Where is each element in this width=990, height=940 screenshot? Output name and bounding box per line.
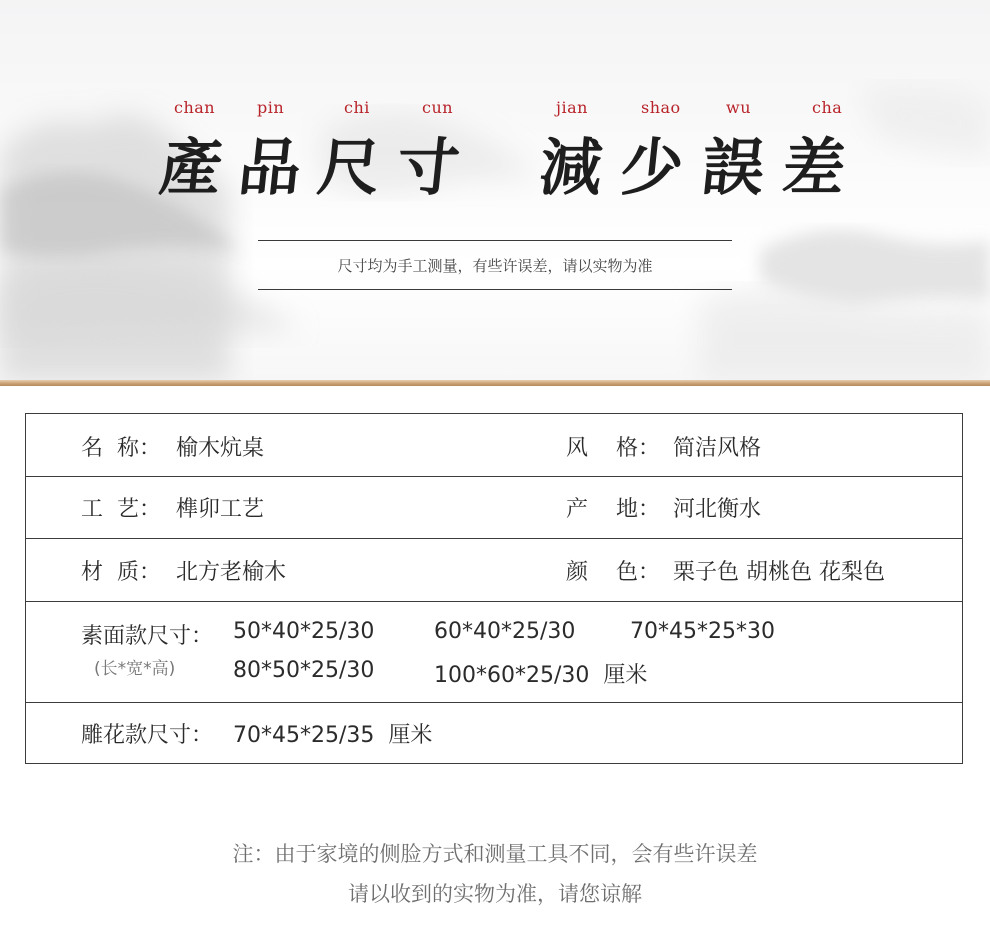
spec-row-carved-size xyxy=(26,703,962,763)
style-label: 风 格： xyxy=(566,436,660,461)
title-char-4: 寸 xyxy=(393,131,463,204)
style-value: 简洁风格 xyxy=(673,436,762,461)
plain-size-label: 素面款尺寸： xyxy=(81,624,214,649)
spec-row-craft-origin xyxy=(26,477,962,539)
material-label: 材 质： xyxy=(81,560,161,585)
pinyin-chi: chi xyxy=(344,98,370,117)
plain-size-1: 50*40*25/30 xyxy=(233,619,375,644)
pinyin-shao: shao xyxy=(641,98,681,117)
carved-size-value: 70*45*25/35 厘米 xyxy=(233,723,433,748)
carved-size-label: 雕花款尺寸： xyxy=(81,723,214,748)
title-char-1: 產 xyxy=(156,131,226,204)
origin-value: 河北衡水 xyxy=(673,497,762,522)
plain-size-4: 80*50*25/30 xyxy=(233,658,375,683)
pinyin-cun: cun xyxy=(422,98,454,117)
title-char-5: 減 xyxy=(536,131,606,204)
title-char-8: 差 xyxy=(779,131,849,204)
name-label: 名 称： xyxy=(81,436,161,461)
title-char-2: 品 xyxy=(235,131,305,204)
spec-row-material-color xyxy=(26,539,962,602)
craft-value: 榫卯工艺 xyxy=(176,497,265,522)
wood-divider-bar xyxy=(0,380,990,386)
material-value: 北方老榆木 xyxy=(176,560,287,585)
name-value: 榆木炕桌 xyxy=(176,436,265,461)
subtitle-bottom-rule xyxy=(258,289,732,290)
plain-size-5: 100*60*25/30 厘米 xyxy=(434,663,648,688)
subtitle-top-rule xyxy=(258,240,732,241)
plain-size-sublabel: (长*宽*高) xyxy=(94,659,176,679)
spec-row-name-style xyxy=(26,414,962,477)
subtitle: 尺寸均为手工测量，有些许误差，请以实物为准 xyxy=(337,257,653,275)
pinyin-jian: jian xyxy=(556,98,588,117)
spec-row-plain-size xyxy=(26,602,962,703)
note-line-1: 注：由于家境的侧脸方式和测量工具不同，会有些许误差 xyxy=(232,842,758,866)
title-char-7: 誤 xyxy=(698,131,768,204)
origin-label: 产 地： xyxy=(566,497,660,522)
plain-size-3: 70*45*25*30 xyxy=(630,619,775,644)
note-line-2: 请以收到的实物为准，请您谅解 xyxy=(348,882,642,906)
pinyin-wu: wu xyxy=(726,98,751,117)
craft-label: 工 艺： xyxy=(81,497,161,522)
spec-table xyxy=(25,413,963,764)
pinyin-cha: cha xyxy=(812,98,843,117)
color-label: 颜 色： xyxy=(566,560,660,585)
plain-size-2: 60*40*25/30 xyxy=(434,619,576,644)
header-banner xyxy=(0,0,990,380)
color-value: 栗子色 胡桃色 花梨色 xyxy=(673,560,885,585)
pinyin-pin: pin xyxy=(257,98,285,117)
title-char-6: 少 xyxy=(617,131,687,204)
title-char-3: 尺 xyxy=(314,131,384,204)
pinyin-chan: chan xyxy=(174,98,216,117)
